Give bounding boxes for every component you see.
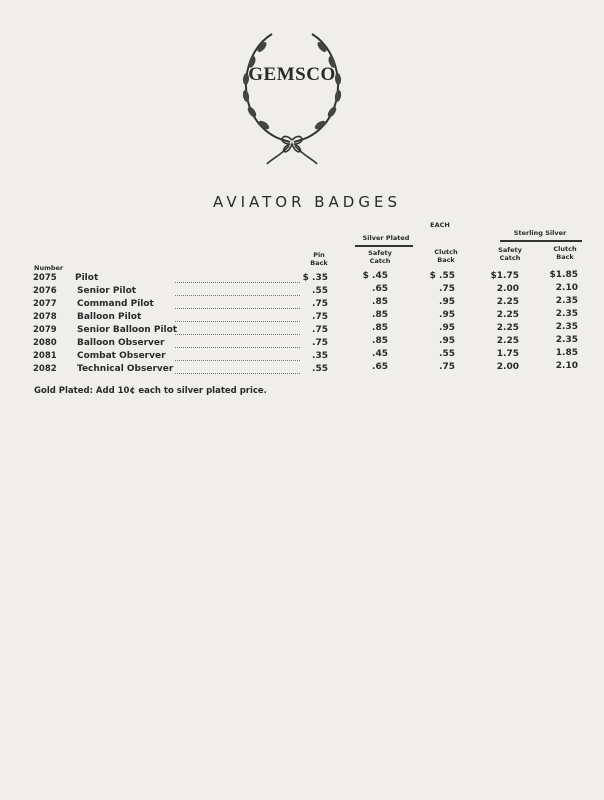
badge-number: 2079 [33, 325, 57, 335]
header-ss-safety [490, 246, 530, 262]
sterling-clutch-price: 2.35 [555, 335, 578, 345]
each-label: EACH [430, 221, 450, 229]
silver-safety-price: .45 [372, 349, 388, 359]
badge-name: Combat Observer [77, 351, 166, 361]
header-line: Pin [313, 251, 325, 259]
silver-clutch-price: .95 [439, 297, 455, 307]
sterling-clutch-price: 2.35 [555, 309, 578, 319]
badge-name: Senior Pilot [77, 286, 137, 296]
sterling-safety-price: 2.00 [496, 284, 519, 294]
silver-clutch-price: .75 [439, 284, 455, 294]
silver-clutch-price: .55 [439, 349, 455, 359]
sterling-silver-group: Sterling Silver [513, 229, 567, 237]
pin-back-price: .35 [312, 351, 328, 361]
leader-dots [175, 308, 300, 309]
silver-clutch-price: $ .55 [429, 271, 455, 281]
header-line: Back [556, 253, 574, 261]
leader-dots [175, 373, 300, 374]
pin-back-price: .55 [312, 286, 328, 296]
silver-clutch-price: .95 [439, 323, 455, 333]
leader-dots [175, 360, 300, 361]
badge-name: Pilot [75, 273, 99, 283]
header-sp-safety [360, 249, 400, 265]
header-line: Back [310, 259, 328, 267]
page-title: AVIATOR BADGES [213, 193, 401, 211]
sterling-safety-price: 2.25 [496, 297, 519, 307]
badge-number: 2076 [33, 286, 57, 296]
leader-dots [175, 282, 300, 283]
leader-dots [175, 334, 300, 335]
badge-name: Command Pilot [77, 299, 154, 309]
badge-name: Balloon Observer [77, 338, 165, 348]
silver-clutch-price: .95 [439, 336, 455, 346]
header-number: Number [34, 264, 64, 272]
silver-clutch-price: .95 [439, 310, 455, 320]
sterling-safety-price: 2.25 [496, 323, 519, 333]
sterling-safety-price: 2.25 [496, 310, 519, 320]
sterling-safety-price: $1.75 [490, 271, 519, 281]
silver-safety-price: .65 [372, 362, 388, 372]
leader-dots [175, 295, 300, 296]
pin-back-price: .75 [312, 312, 328, 322]
silver-safety-price: .85 [372, 297, 388, 307]
silver-safety-price: .85 [372, 336, 388, 346]
sterling-safety-price: 2.25 [496, 336, 519, 346]
badge-name: Senior Balloon Pilot [77, 325, 178, 335]
silver-clutch-price: .75 [439, 362, 455, 372]
badge-number: 2077 [33, 299, 57, 309]
pin-back-price: .75 [312, 325, 328, 335]
header-pin-back [301, 251, 337, 267]
sterling-clutch-price: 1.85 [555, 348, 578, 358]
sterling-clutch-price: 2.10 [555, 283, 578, 293]
badge-number: 2080 [33, 338, 57, 348]
badge-number: 2075 [33, 273, 57, 283]
leader-dots [175, 321, 300, 322]
header-line: Safety [368, 249, 392, 257]
header-sp-clutch [426, 248, 466, 264]
sterling-clutch-price: 2.35 [555, 322, 578, 332]
sterling-clutch-price: 2.35 [555, 296, 578, 306]
sterling-silver-rule [500, 240, 582, 242]
silver-plated-group: Silver Plated [362, 234, 410, 242]
silver-safety-price: .65 [372, 284, 388, 294]
sterling-clutch-price: $1.85 [549, 270, 578, 280]
header-line: Clutch [434, 248, 458, 256]
pin-back-price: .55 [312, 364, 328, 374]
badge-number: 2078 [33, 312, 57, 322]
header-line: Clutch [553, 245, 577, 253]
silver-safety-price: .85 [372, 323, 388, 333]
silver-plated-rule [355, 245, 413, 247]
header-line: Back [437, 256, 455, 264]
header-line: Catch [499, 254, 521, 262]
sterling-clutch-price: 2.10 [555, 361, 578, 371]
laurel-wreath-icon [232, 22, 352, 172]
badge-number: 2082 [33, 364, 57, 374]
header-line: Safety [498, 246, 522, 254]
silver-safety-price: $ .45 [362, 271, 388, 281]
badge-name: Balloon Pilot [77, 312, 142, 322]
pin-back-price: $ .35 [302, 273, 328, 283]
header-ss-clutch [545, 245, 585, 261]
header-line: Catch [369, 257, 391, 265]
sterling-safety-price: 2.00 [496, 362, 519, 372]
brand-name: GEMSCO [248, 64, 336, 85]
gemsco-wreath-logo [232, 22, 352, 172]
sterling-safety-price: 1.75 [496, 349, 519, 359]
badge-name: Technical Observer [77, 364, 174, 374]
pin-back-price: .75 [312, 338, 328, 348]
silver-safety-price: .85 [372, 310, 388, 320]
leader-dots [175, 347, 300, 348]
gold-plated-note: Gold Plated: Add 10¢ each to silver plated price. [34, 386, 267, 396]
badge-number: 2081 [33, 351, 57, 361]
pin-back-price: .75 [312, 299, 328, 309]
